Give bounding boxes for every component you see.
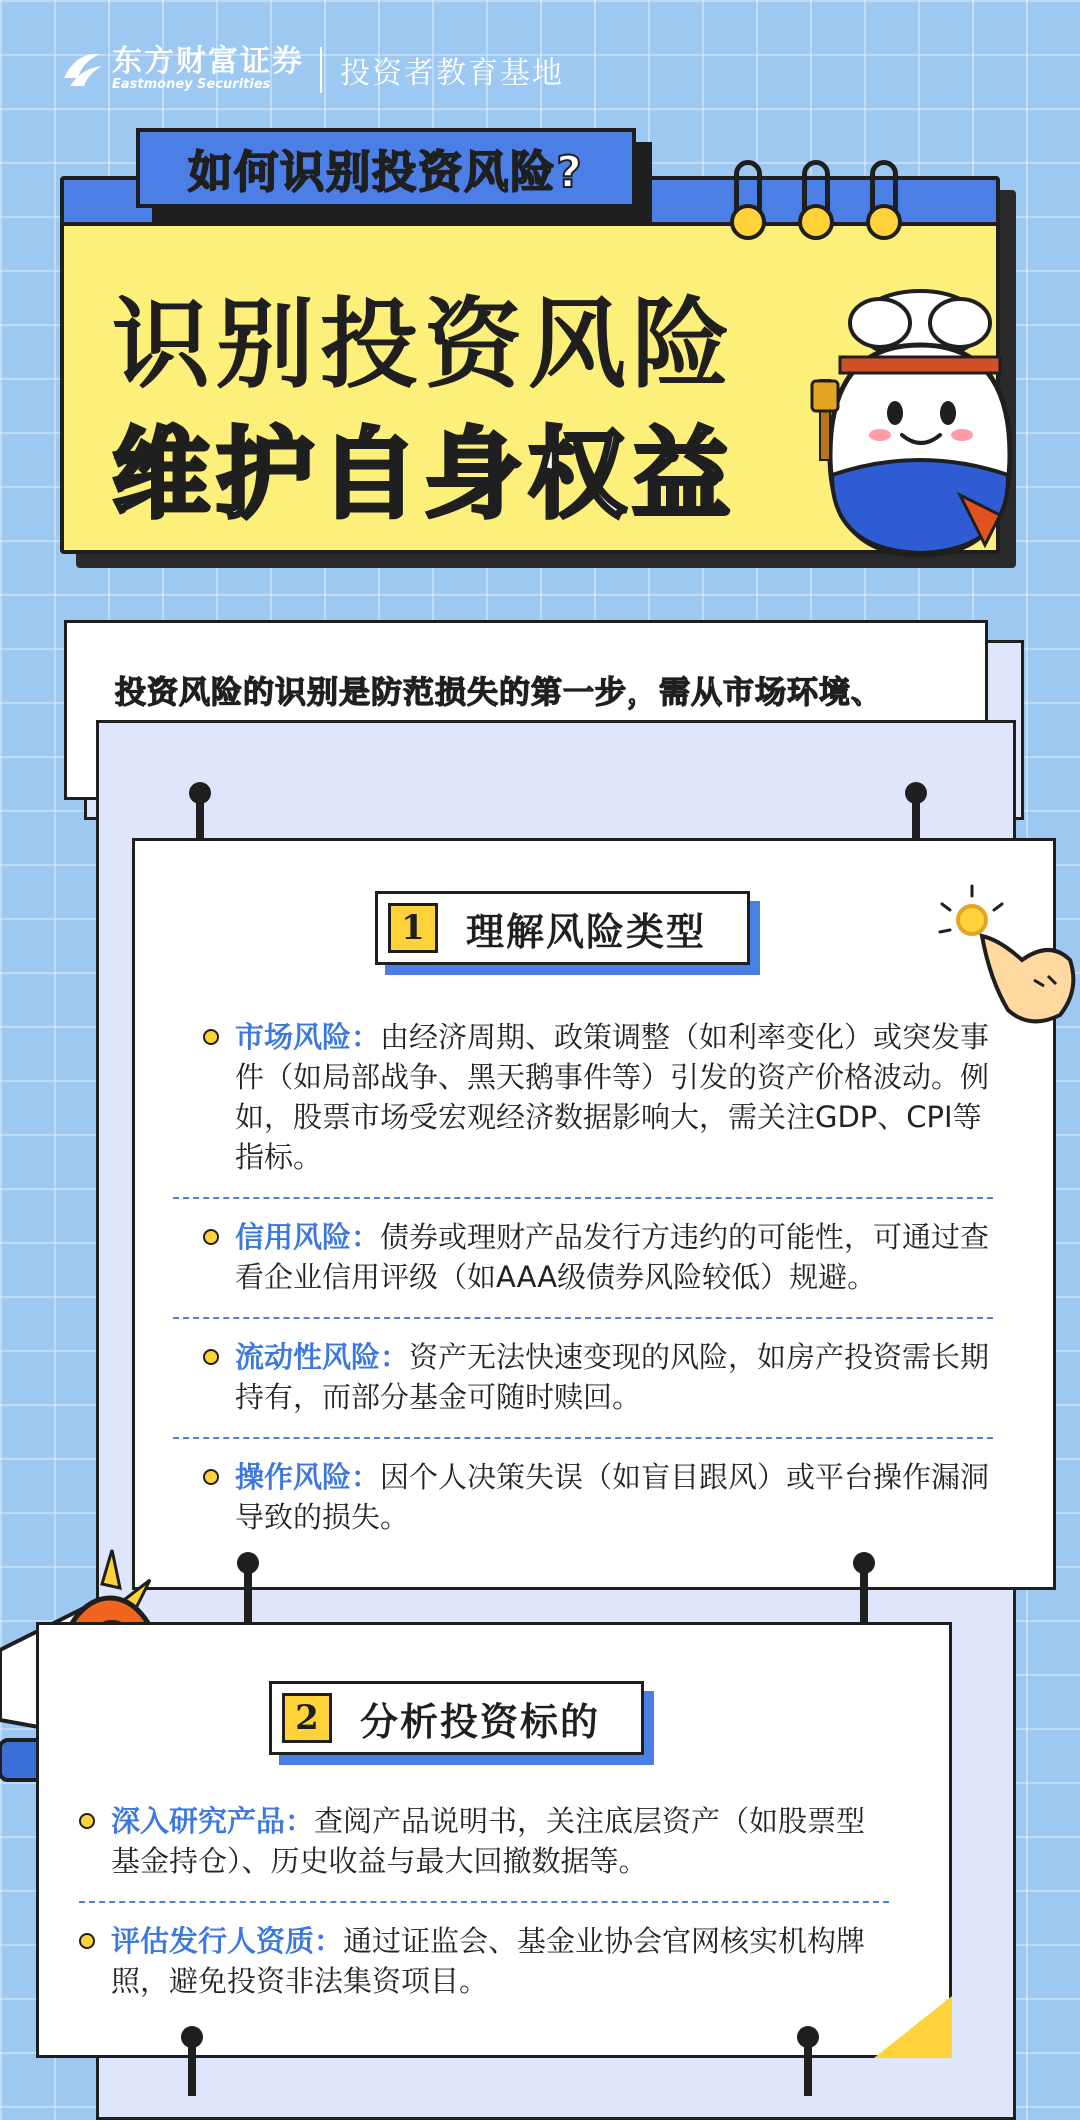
- section-1-header: [375, 891, 750, 965]
- bullet-dot-icon: [203, 1469, 219, 1485]
- risk-desc-credit: 债券或理财产品发行方违约的可能性，可通过查看企业信用评级（如AAA级债券风险较低）规避。: [235, 1220, 990, 1294]
- section-2-header: [269, 1681, 644, 1755]
- connector-dot: [905, 782, 927, 804]
- section-2-list: [79, 1801, 889, 2001]
- brand-name-cn: 东方财富证券: [112, 44, 304, 79]
- risk-desc-liquidity: 资产无法快速变现的风险，如房产投资需长期持有，而部分基金可随时赎回。: [235, 1340, 990, 1414]
- list-item: [203, 1217, 993, 1297]
- binder-hole-icon: [730, 204, 766, 240]
- binder-hole-icon: [798, 204, 834, 240]
- connector-dot: [189, 782, 211, 804]
- list-item: [203, 1017, 993, 1177]
- risk-desc-market: 由经济周期、政策调整（如利率变化）或突发事件（如局部战争、黑天鹅事件等）引发的资产价格波动。例如，股票市场受宏观经济数据影响大，需关注GDP、CPI等指标。: [235, 1020, 990, 1174]
- bullet-dot-icon: [203, 1349, 219, 1365]
- analysis-label-issuer: 评估发行人资质：: [111, 1924, 344, 1958]
- list-item: [79, 1921, 889, 2001]
- section-2-number: 2: [282, 1693, 332, 1743]
- eastmoney-logo-icon: [60, 48, 104, 92]
- brand-name-en: Eastmoney Securities: [112, 77, 271, 92]
- section-1-card: [132, 838, 1056, 1590]
- binder-hole-icon: [866, 204, 902, 240]
- bullet-dot-icon: [203, 1229, 219, 1245]
- analysis-label-product: 深入研究产品：: [111, 1804, 315, 1838]
- risk-label-market: 市场风险：: [235, 1020, 381, 1054]
- connector-dot: [237, 1552, 259, 1574]
- risk-label-operational: 操作风险：: [235, 1460, 381, 1494]
- section-2-title: 分析投资标的: [360, 1699, 601, 1744]
- headline-line-2: 维护自身权益: [112, 418, 737, 532]
- risk-label-credit: 信用风险：: [235, 1220, 381, 1254]
- mascot-egg-chef-icon: [810, 285, 1040, 575]
- connector-dot: [853, 1552, 875, 1574]
- section-2-card: [36, 1622, 952, 2058]
- brand-tagline: 投资者教育基地: [340, 56, 564, 91]
- pointing-hand-icon: [930, 880, 1080, 1030]
- page-fold-corner: [874, 1996, 952, 2058]
- connector-dot: [797, 2026, 819, 2048]
- connector: [188, 2040, 196, 2096]
- bullet-dot-icon: [203, 1029, 219, 1045]
- dashed-divider: [173, 1197, 993, 1199]
- bullet-dot-icon: [79, 1813, 95, 1829]
- section-1-number: 1: [388, 903, 438, 953]
- connector: [804, 2040, 812, 2096]
- subtitle-banner: [136, 128, 636, 208]
- dashed-divider: [79, 1901, 889, 1903]
- analysis-desc-issuer: 通过证监会、基金业协会官网核实机构牌照，避免投资非法集资项目。: [111, 1924, 866, 1998]
- section-1-title: 理解风险类型: [466, 909, 707, 954]
- list-item: [203, 1457, 993, 1537]
- intro-line-1: 投资风险的识别是防范损失的第一步，需从市场环境、: [115, 675, 883, 711]
- bullet-dot-icon: [79, 1933, 95, 1949]
- subtitle-text: 如何识别投资风险?: [188, 147, 584, 198]
- dashed-divider: [173, 1317, 993, 1319]
- section-1-list: [203, 1017, 993, 1537]
- analysis-desc-product: 查阅产品说明书，关注底层资产（如股票型基金持仓）、历史收益与最大回撤数据等。: [111, 1804, 866, 1878]
- risk-label-liquidity: 流动性风险：: [235, 1340, 410, 1374]
- brand-divider: [320, 47, 322, 93]
- list-item: [203, 1337, 993, 1417]
- connector-dot: [181, 2026, 203, 2048]
- risk-desc-operational: 因个人决策失误（如盲目跟风）或平台操作漏洞导致的损失。: [235, 1460, 990, 1534]
- list-item: [79, 1801, 889, 1881]
- brand-name-block: [112, 44, 304, 93]
- dashed-divider: [173, 1437, 993, 1439]
- headline-line-1: 识别投资风险: [112, 288, 737, 402]
- brand-header: [60, 40, 564, 100]
